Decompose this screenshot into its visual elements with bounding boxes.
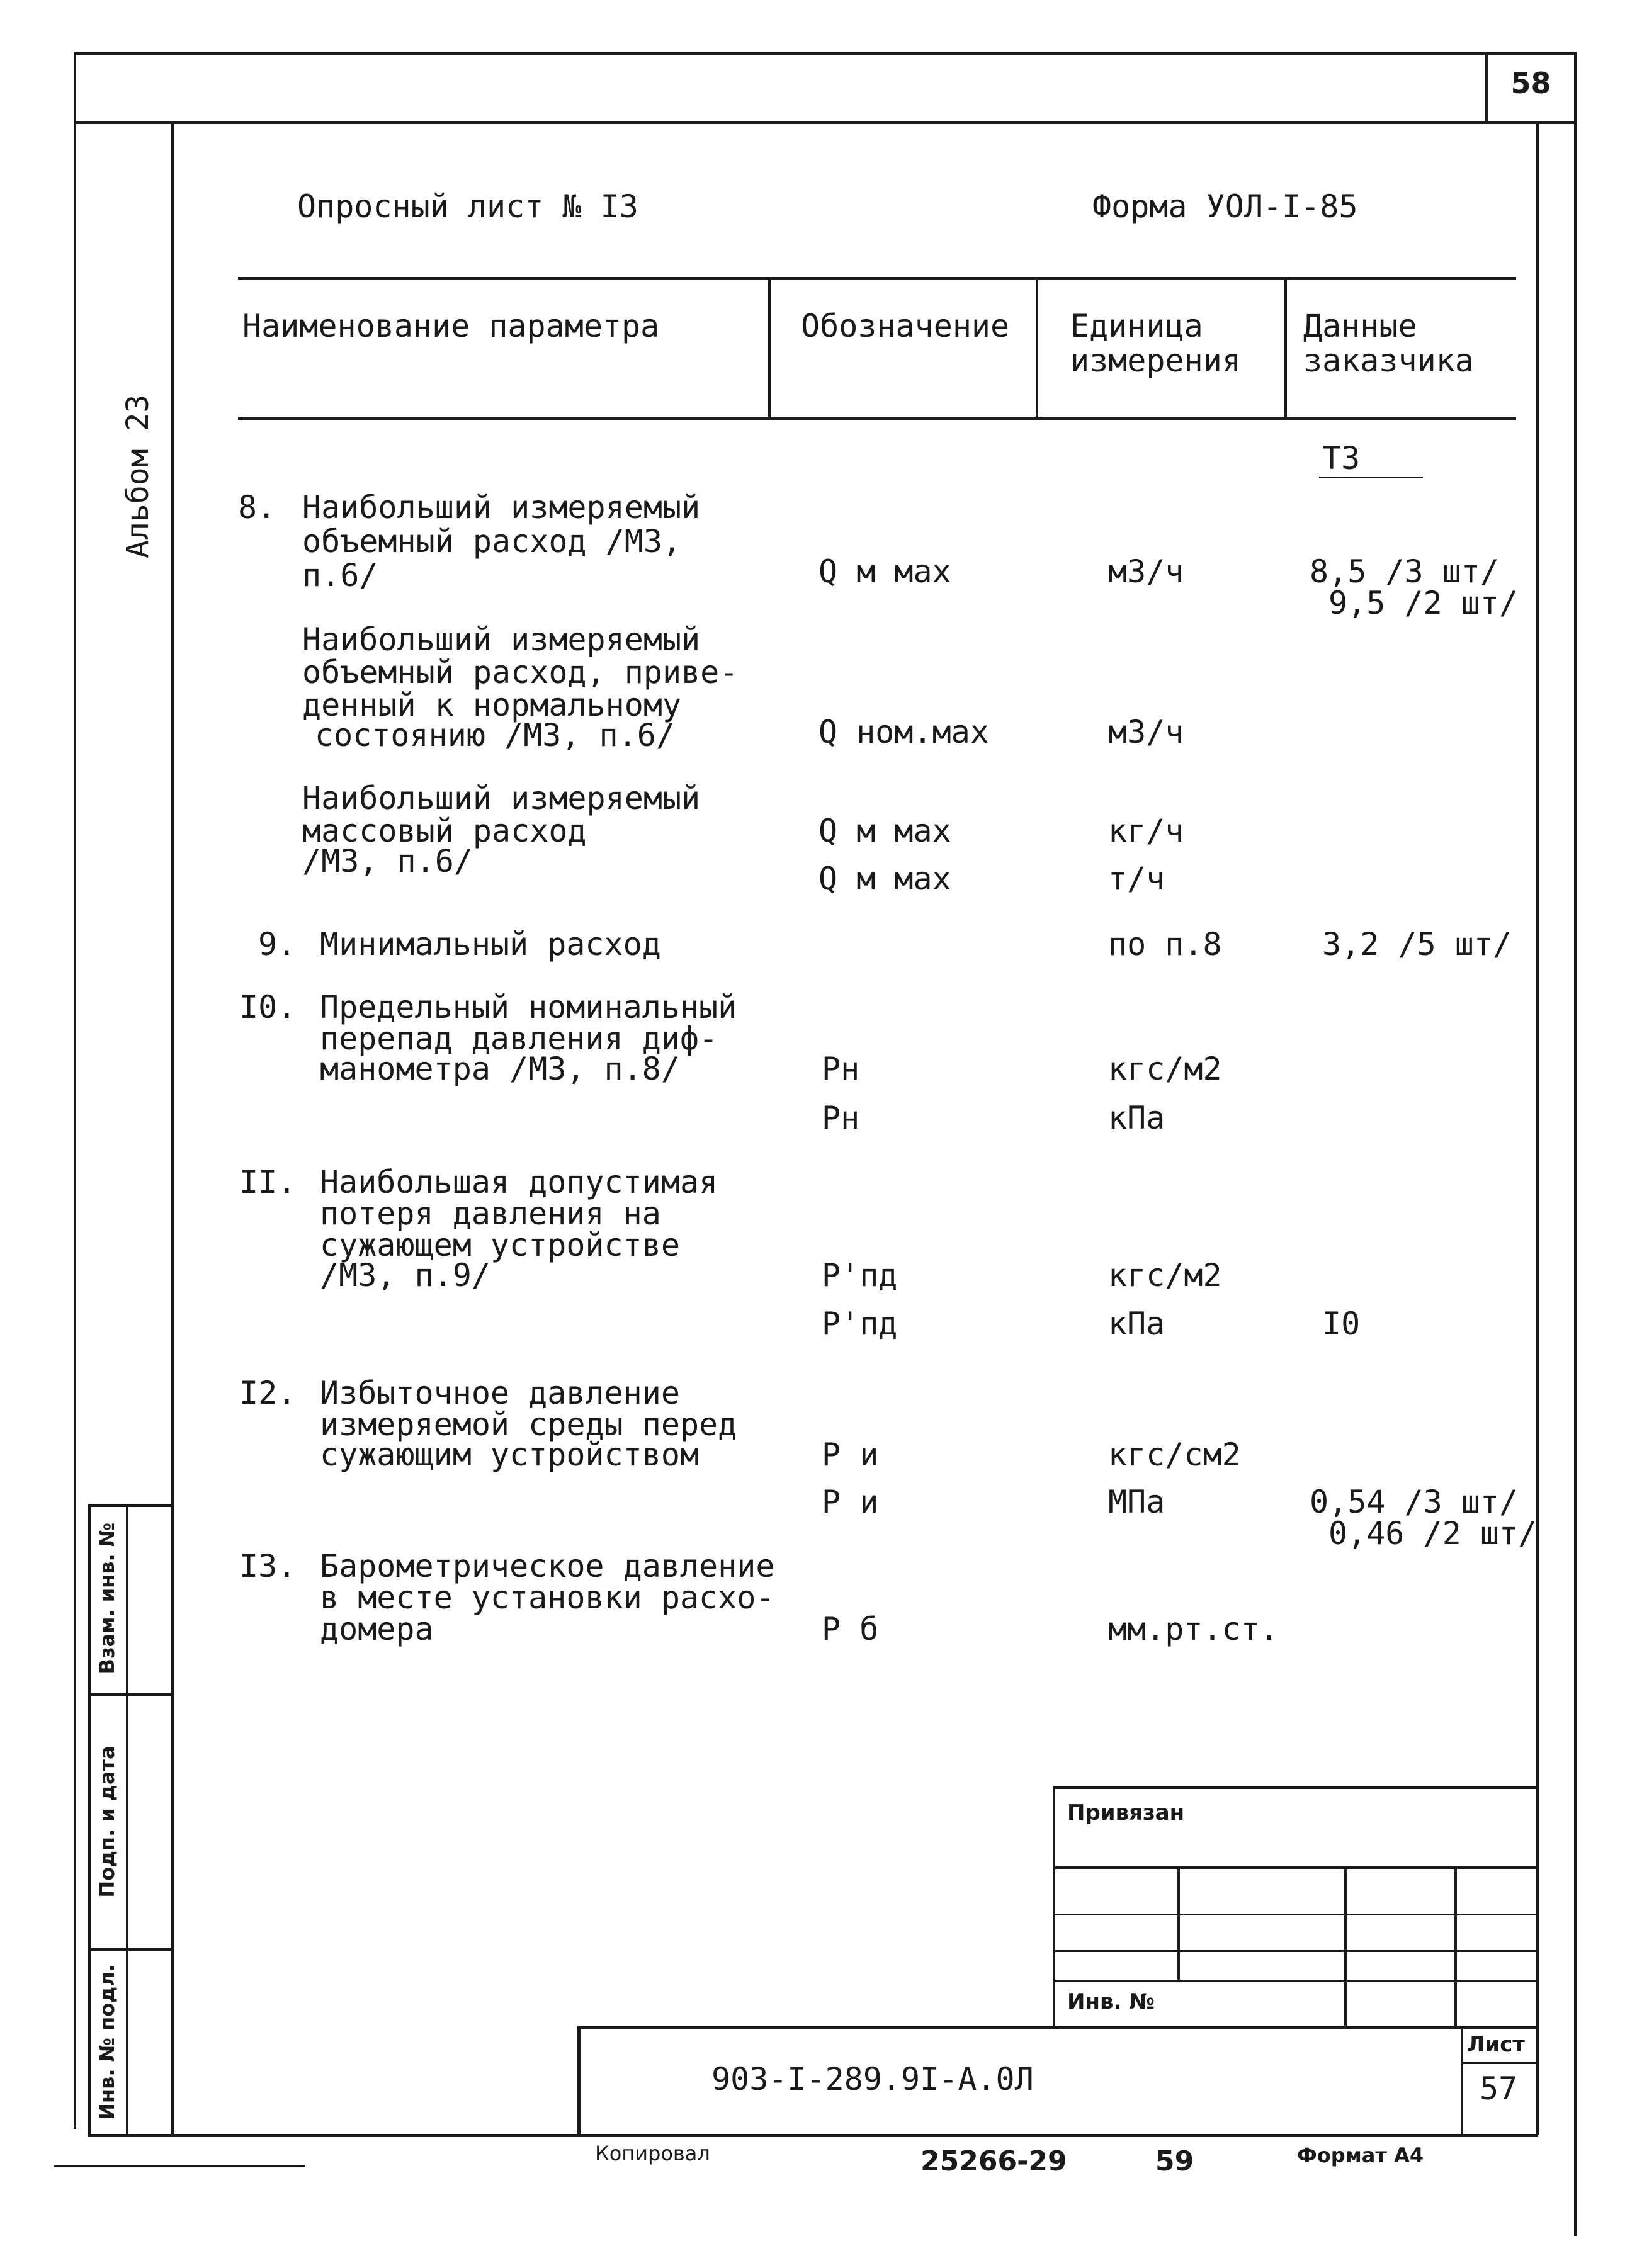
row-8b-symbol: Q ном.мах <box>818 714 989 750</box>
row-13-name-line1: Барометрическое давление <box>320 1548 775 1584</box>
sheet-label: Лист <box>1467 2032 1525 2057</box>
form-code: Форма УОЛ-I-85 <box>1092 188 1358 225</box>
column-header-data-line1: Данные <box>1303 308 1417 344</box>
footer-sheet-count: 59 <box>1155 2145 1194 2177</box>
tz-underline <box>1319 477 1423 478</box>
row-10-unit-2: кПа <box>1108 1100 1165 1136</box>
side-inv-podl: Инв. № подл. <box>95 1964 119 2120</box>
row-8b-name-line3: денный к нормальному <box>302 687 682 723</box>
column-header-unit-line2: измерения <box>1070 342 1241 379</box>
footer-kopiroval: Копировал <box>595 2141 710 2165</box>
row-8-unit: м3/ч <box>1108 553 1184 590</box>
row-8c-name-line3: /МЗ, п.6/ <box>302 843 473 879</box>
stamp-row-line-3 <box>1055 1950 1538 1952</box>
frame-top-border <box>76 52 1575 55</box>
row-8c-unit-2: т/ч <box>1108 860 1165 897</box>
row-8-number: 8. <box>238 489 276 526</box>
column-header-parameter: Наименование параметра <box>242 308 660 344</box>
row-12-unit-2: МПа <box>1108 1484 1165 1520</box>
tz-label: ТЗ <box>1322 440 1361 477</box>
row-10-name-line1: Предельный номинальный <box>320 989 737 1025</box>
row-13-symbol: Р б <box>822 1611 879 1647</box>
table-head-top-rule <box>238 277 1516 280</box>
row-10-name-line3: манометра /МЗ, п.8/ <box>320 1051 680 1087</box>
title-block-left <box>577 2026 581 2136</box>
row-10-number: I0. <box>239 989 297 1025</box>
row-12-symbol-1: Р и <box>822 1436 879 1473</box>
frame-bottom <box>88 2134 1538 2137</box>
title-block-sheet-divider <box>1461 2026 1463 2136</box>
album-label: Альбом 23 <box>120 394 156 558</box>
stamp-col-line-3 <box>1454 1866 1457 2026</box>
title-block-top <box>577 2026 1538 2029</box>
row-8c-unit-1: кг/ч <box>1108 813 1184 849</box>
row-8-value-line2: 9,5 /2 шт/ <box>1328 585 1519 621</box>
row-10-name-line2: перепад давления диф- <box>320 1020 718 1057</box>
stamp-outer-top <box>1053 1786 1538 1789</box>
frame-right <box>1536 121 1539 2135</box>
table-head-bottom-rule <box>238 417 1516 420</box>
stamp-row-line-4 <box>1055 1980 1538 1982</box>
row-8c-name-line1: Наибольший измеряемый <box>302 780 701 816</box>
stamp-row-line-1 <box>1055 1866 1538 1869</box>
frame-left-outer <box>74 52 76 2129</box>
stamp-outer-left <box>1053 1786 1055 2026</box>
row-12-symbol-2: Р и <box>822 1484 879 1520</box>
column-header-data-line2: заказчика <box>1303 342 1474 379</box>
row-8b-name-line1: Наибольший измеряемый <box>302 621 701 658</box>
row-9-unit: по п.8 <box>1108 926 1222 962</box>
stamp-privyazan: Привязан <box>1067 1800 1185 1825</box>
row-9-name: Минимальный расход <box>320 926 661 962</box>
page-number-top: 58 <box>1510 66 1551 100</box>
row-11-value-2: I0 <box>1322 1306 1361 1342</box>
row-8-symbol: Q м мах <box>818 553 951 590</box>
sheet-number: 57 <box>1480 2070 1518 2107</box>
stamp-col-line-1 <box>1177 1866 1180 1980</box>
row-11-name-line4: /МЗ, п.9/ <box>320 1257 490 1294</box>
row-13-name-line3: домера <box>320 1611 434 1647</box>
row-8b-unit: м3/ч <box>1108 714 1184 750</box>
row-8b-name-line4: состоянию /МЗ, п.6/ <box>315 717 675 753</box>
title-block-sheet-row <box>1461 2062 1538 2064</box>
side-vzam-inv: Взам. инв. № <box>95 1522 119 1674</box>
row-12-number: I2. <box>239 1375 297 1411</box>
row-12-value-line1: 0,54 /3 шт/ <box>1310 1484 1519 1520</box>
stamp-row-line-2 <box>1055 1914 1538 1915</box>
row-12-unit-1: кгс/см2 <box>1108 1436 1241 1473</box>
column-header-unit-line1: Единица <box>1070 308 1203 344</box>
row-8b-name-line2: объемный расход, приве- <box>302 654 739 691</box>
column-header-symbol: Обозначение <box>801 308 1010 344</box>
row-11-unit-2: кПа <box>1108 1306 1165 1342</box>
table-col-divider-1 <box>768 280 771 417</box>
row-10-unit-1: кгс/м2 <box>1108 1051 1222 1087</box>
row-11-name-line3: сужающем устройстве <box>320 1227 680 1263</box>
row-13-number: I3. <box>239 1548 297 1584</box>
table-col-divider-3 <box>1284 280 1287 417</box>
side-block-row-2 <box>88 1948 174 1951</box>
row-11-number: II. <box>239 1164 297 1200</box>
row-9-value: 3,2 /5 шт/ <box>1322 926 1512 962</box>
stamp-inv-no: Инв. № <box>1067 1989 1155 2014</box>
row-12-name-line1: Избыточное давление <box>320 1375 680 1411</box>
row-8-name-line3: п.6/ <box>302 557 378 594</box>
stamp-col-line-2 <box>1344 1866 1347 2026</box>
row-11-symbol-1: Р'пд <box>822 1257 898 1294</box>
survey-sheet-title: Опросный лист № I3 <box>297 188 638 225</box>
row-11-name-line1: Наибольшая допустимая <box>320 1164 718 1200</box>
frame-right-outer <box>1574 52 1577 2236</box>
row-13-name-line2: в месте установки расхо- <box>320 1579 775 1616</box>
row-12-name-line2: измеряемой среды перед <box>320 1406 737 1443</box>
row-8-value-line1: 8,5 /3 шт/ <box>1310 553 1500 590</box>
row-8-name-line2: объемный расход /МЗ, <box>302 523 682 560</box>
row-9-number: 9. <box>258 926 297 962</box>
row-12-name-line3: сужающим устройством <box>320 1436 700 1473</box>
table-col-divider-2 <box>1036 280 1038 417</box>
row-8c-symbol-1: Q м мах <box>818 813 951 849</box>
row-11-name-line2: потеря давления на <box>320 1195 661 1232</box>
footer-order-number: 25266-29 <box>920 2145 1067 2177</box>
side-podp-data: Подп. и дата <box>95 1746 119 1898</box>
bottom-left-scan-line <box>54 2165 305 2167</box>
row-11-unit-1: кгс/м2 <box>1108 1257 1222 1294</box>
row-10-symbol-2: Рн <box>822 1100 860 1136</box>
frame-top-outer <box>76 121 1575 124</box>
row-8c-symbol-2: Q м мах <box>818 860 951 897</box>
side-block-top <box>88 1504 174 1507</box>
frame-left <box>171 121 174 2135</box>
side-block-left <box>88 1504 91 2135</box>
document-code: 903-I-289.9I-A.0Л <box>711 2061 1034 2097</box>
row-8c-name-line2: массовый расход <box>302 813 587 849</box>
row-11-symbol-2: Р'пд <box>822 1306 898 1342</box>
side-block-divider <box>126 1504 128 2135</box>
row-10-symbol-1: Рн <box>822 1051 860 1087</box>
footer-format: Формат А4 <box>1297 2143 1424 2167</box>
row-8-name-line1: Наибольший измеряемый <box>302 489 701 526</box>
row-12-value-line2: 0,46 /2 шт/ <box>1328 1515 1538 1552</box>
side-block-row-1 <box>88 1693 174 1696</box>
row-13-unit: мм.рт.ст. <box>1108 1611 1279 1647</box>
